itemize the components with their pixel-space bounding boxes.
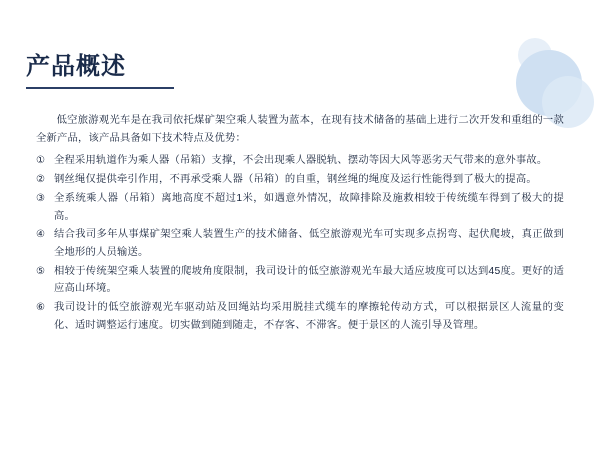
slide-body <box>36 112 564 335</box>
list-item <box>36 171 564 189</box>
intro-paragraph: 低空旅游观光车是在我司依托煤矿架空乘人装置为蓝本，在现有技术储备的基础上进行二次开发和重组的一款全新产品，该产品具备如下技术特点及优势： <box>36 115 564 144</box>
list-item-text: 结合我司多年从事煤矿架空乘人装置生产的技术储备、低空旅游观光车可实现多点拐弯、起伏爬坡，真正做到全地形的人员输送。 <box>54 229 564 258</box>
list-item-marker: ⑥ <box>36 302 46 314</box>
list-item <box>36 299 564 334</box>
list-item-marker: ④ <box>36 229 46 241</box>
list-item-marker: ② <box>36 174 46 186</box>
list-item-text: 全程采用轨道作为乘人器（吊箱）支撑，不会出现乘人器脱轨、摆动等因大风等恶劣天气带来的意外事故。 <box>54 155 548 167</box>
list-item-marker: ① <box>36 155 46 167</box>
list-item-text: 我司设计的低空旅游观光车驱动站及回绳站均采用脱挂式缆车的摩擦轮传动方式，可以根据景区人流量的变化、适时调整运行速度。切实做到随到随走，不存客、不滞客。便于景区的人流引导及管理。 <box>54 302 564 331</box>
page-title: 产品概述 <box>26 52 126 80</box>
title-underline <box>26 87 174 89</box>
slide-title-block <box>26 52 346 89</box>
list-item <box>36 190 564 225</box>
list-item-text: 全系统乘人器（吊箱）离地高度不超过1米，如遇意外情况，故障排除及施救相较于传统缆车得到了极大的提高。 <box>54 192 564 222</box>
list-item <box>36 226 564 261</box>
list-item-text: 钢丝绳仅提供牵引作用，不再承受乘人器（吊箱）的自重，钢丝绳的绳度及运行性能得到了极大的提高。 <box>54 174 537 186</box>
list-item-marker: ③ <box>36 192 46 204</box>
list-item <box>36 152 564 170</box>
list-item-text: 相较于传统架空乘人装置的爬坡角度限制，我司设计的低空旅游观光车最大适应坡度可以达到45度。更好的适应高山环境。 <box>54 265 564 295</box>
points-list <box>36 152 564 334</box>
list-item <box>36 263 564 298</box>
list-item-marker: ⑤ <box>36 265 46 277</box>
